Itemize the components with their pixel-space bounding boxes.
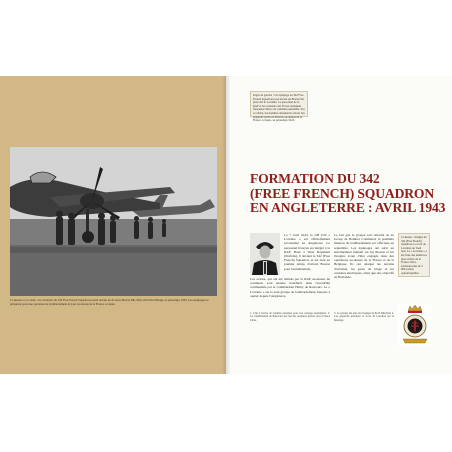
squadron-emblem [398, 304, 432, 346]
squadron-crest-icon [398, 304, 432, 346]
officer-portrait-graphic [250, 233, 280, 275]
aircraft-crew-photo [10, 147, 217, 296]
photo-caption [10, 299, 217, 307]
photo-caption-text: Ci-dessus et ci-contre : les aviateurs du 342 Free French Squadron posent devant un de leurs Boston Mk. IIIA à Hartford Bridge au printemps 1943. Les équipages se préparent pour une opération de bombardement de jour au-dessus de la France occupée. [10, 298, 209, 306]
title-line-2: (FREE FRENCH) SQUADRON [250, 185, 434, 201]
body-column-2 [334, 233, 394, 279]
body-column-1-lower [250, 277, 330, 298]
footnotes-right [334, 312, 394, 322]
aircraft-photo-graphic [10, 147, 217, 296]
footnotes-left-text: 1. Cité à l'ordre de l'Armée aérienne pour son courage exemplaire. 2. Le commandant de Rancourt fut l'un des premiers pilotes de la France Libre. [250, 312, 330, 322]
title-line-1: FORMATION DU 342 [250, 171, 380, 186]
right-page [230, 76, 452, 374]
body-column-2-text: Le fait que le groupe soit rattaché au 2e Group de Bomber Command, la première mission de bombardement est effectuée en septembre. Les équipages ont suivi un entraînement intensif sur les Boston et les Douglas avant d'être engagés dans des opérations au-dessus de la France et de la Belgique. Ils ont attaqué les terrains d'aviation, les gares de triage et les centrales électriques, ainsi que des objectifs en Hollande. [334, 233, 394, 280]
left-page [0, 76, 226, 374]
top-sidebar-text: Pages de gauche : Un équipage du 342 Free French Squadron pose devant un Boston III, plus tard le Lorraine. Le personnel de la RAF et les aviateurs des Forces aériennes françaises libres ont combattu ensemble. Sur ce cliché, les hommes attendent le retour des appareils partis en mission au-dessus de la France occupée, au printemps 1943. [253, 93, 305, 123]
book-spread [0, 76, 452, 374]
body-column-1-lower-text: Ces avions, qui ont été utilisés par la RAF au-dessus du continent, sont ensuite transférés dans l'escadrille commandée par le commandant Henry de Rancourt. Le « Lorraine » est le seul groupe de bombardement français à opérer depuis l'Angleterre. [250, 277, 330, 298]
top-sidebar-caption [250, 91, 308, 123]
footnotes-left [250, 312, 330, 322]
right-sidebar-text: Ci-dessus : Insigne du 342 (Free French) Squadron, la croix de Lorraine sur fond noir. Le « Lorraine » a été l'une des unités les plus actives de la France Libre, totalisant plus de 3 000 sorties opérationnelles. [401, 235, 428, 275]
body-column-1 [284, 233, 330, 271]
body-column-1-text: Le 7 avril 1943, le GB I/20 « Lorraine » est officiellement reconstitué en Angleterre. Le personnel français est intégré à la RAF. Basé à West Raynham (Norfolk), il devient le 342 (Free French) Squadron, et est doté en premier temps d'avions Boston pour l'entraînement. [284, 233, 330, 271]
footnotes-right-text: 3. Le groupe fut plus tard équipé de B-25 Mitchell. 4. Les appareils portaient la croix de Lorraine sur le fuselage. [334, 312, 394, 322]
right-sidebar-caption [398, 233, 430, 277]
chapter-title [250, 171, 446, 216]
officer-portrait [250, 233, 280, 275]
title-line-3: EN ANGLETERRE : AVRIL 1943 [250, 200, 446, 215]
